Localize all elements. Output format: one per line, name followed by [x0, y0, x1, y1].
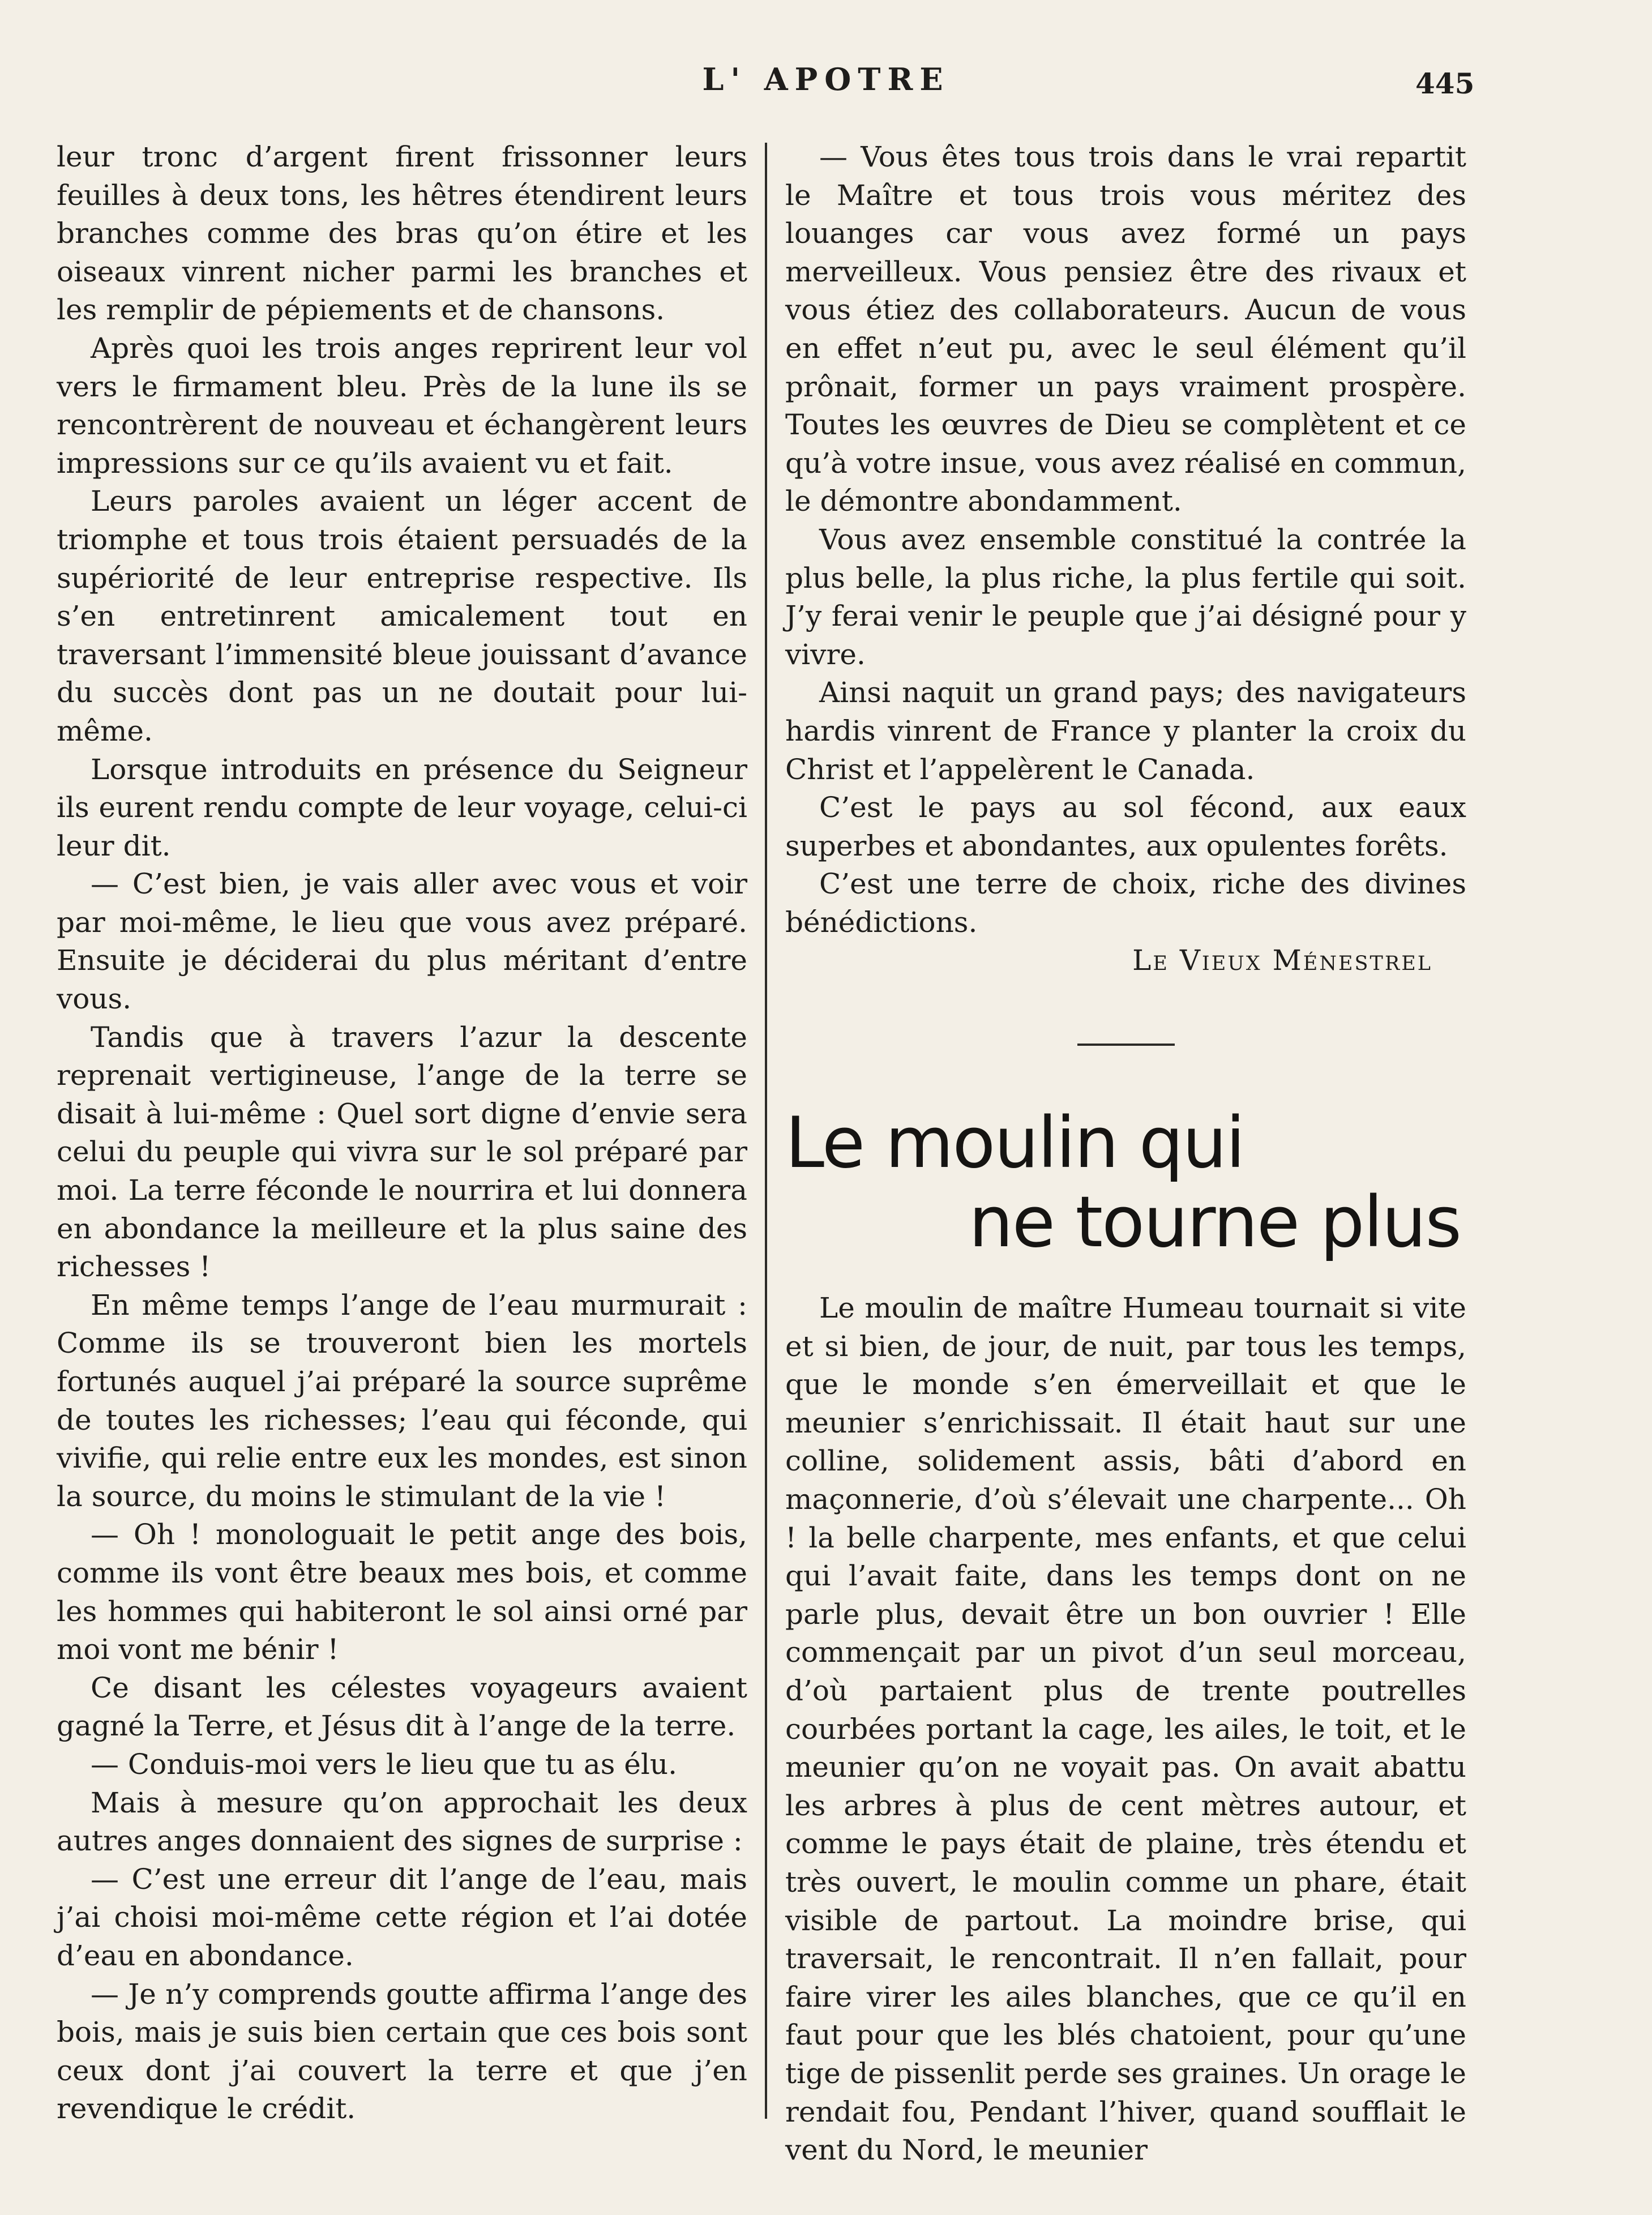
- right-column: [785, 138, 1466, 2170]
- paragraph: — Je n’y comprends goutte affirma l’ange des bois, mais je suis bien certain que ces bois sont ceux dont j’ai couvert la terre et que j’en revendique le crédit.: [57, 1977, 747, 2126]
- running-title: L' APOTRE: [702, 61, 950, 97]
- article-title-line-2: ne tourne plus: [969, 1182, 1461, 1264]
- column-divider: [765, 143, 767, 2119]
- paragraph: Le moulin de maître Humeau tournait si vite et si bien, de jour, de nuit, par tous les temps, que le monde s’en émerveillait et que le meunier s’enrichissait. Il était haut sur une colline, solidement assis, bâti d’abord en maçonnerie, d’où s’élevait une charpente... Oh ! la belle charpente, mes enfants, et que celui qui l’avait faite, dans les temps dont on ne parle plus, devait être un bon ouvrier ! Elle commençait par un pivot d’un seul morceau, d’où partaient plus de trente poutrelles courbées portant la cage, les ailes, le toit, et le meunier qu’on ne voyait pas. On avait abattu les arbres à plus de cent mètres autour, et comme le pays était de plaine, très étendu et très ouvert, le moulin comme un phare, était visible de partout. La moindre brise, qui traversait, le rencontrait. Il n’en fallait, pour faire virer les ailes blanches, que ce qu’il en faut pour que les blés chatoient, pour qu’une tige de pissenlit perde ses graines. Un orage le rendait fou, Pendant l’hiver, quand soufflait le vent du Nord, le meunier: [785, 1292, 1466, 2167]
- section-divider: [1077, 1044, 1175, 1046]
- paragraph: Ainsi naquit un grand pays; des navigateurs hardis vinrent de France y planter la croix du Christ et l’appelèrent le Canada.: [785, 676, 1466, 786]
- left-column: [57, 138, 747, 2128]
- paragraph: — Vous êtes tous trois dans le vrai repartit le Maître et tous trois vous méritez des louanges car vous avez formé un pays merveilleux. Vous pensiez être des rivaux et vous étiez des collaborateurs. Aucun de vous en effet n’eut pu, avec le seul élément qu’il prônait, former un pays vraiment prospère. Toutes les œuvres de Dieu se complètent et ce qu’à votre insue, vous avez réalisé en commun, le démontre abondamment.: [785, 140, 1466, 518]
- paragraph: Mais à mesure qu’on approchait les deux autres anges donnaient des signes de surprise :: [57, 1786, 747, 1858]
- paragraph: Après quoi les trois anges reprirent leur vol vers le firmament bleu. Près de la lune ils se rencontrèrent de nouveau et échangèrent leurs impressions sur ce qu’ils avaient vu et fait.: [57, 331, 747, 480]
- paragraph: — C’est bien, je vais aller avec vous et voir par moi-même, le lieu que vous avez préparé. Ensuite je déciderai du plus méritant d’entre vous.: [57, 867, 747, 1016]
- page-number: 445: [1415, 67, 1475, 100]
- paragraph: — Conduis-moi vers le lieu que tu as élu.: [91, 1747, 677, 1781]
- paragraph: — C’est une erreur dit l’ange de l’eau, mais j’ai choisi moi-même cette région et l’ai dotée d’eau en abondance.: [57, 1862, 747, 1972]
- paragraph: C’est une terre de choix, riche des divines bénédictions.: [785, 867, 1466, 939]
- article-body: [785, 1289, 1466, 2170]
- paragraph: Tandis que à travers l’azur la descente reprenait vertigineuse, l’ange de la terre se disait à lui-même : Quel sort digne d’envie sera celui du peuple qui vivra sur le sol préparé par moi. La terre féconde le nourrira et lui donnera en abondance la meilleure et la plus saine des richesses !: [57, 1020, 747, 1284]
- paragraph: C’est le pays au sol fécond, aux eaux superbes et abondantes, aux opulentes forêts.: [785, 791, 1466, 862]
- paragraph: Leurs paroles avaient un léger accent de triomphe et tous trois étaient persuadés de la supériorité de leur entreprise respective. Ils s’en entretinrent amicalement tout en traversant l’immensité bleue jouissant d’avance du succès dont pas un ne doutait pour lui-même.: [57, 485, 747, 747]
- article-title: [785, 1102, 1466, 1289]
- paragraph: Lorsque introduits en présence du Seigneur ils eurent rendu compte de leur voyage, celui-ci leur dit.: [57, 752, 747, 862]
- paragraph: — Oh ! monologuait le petit ange des bois, comme ils vont être beaux mes bois, et comme les hommes qui habiteront le sol ainsi orné par moi vont me bénir !: [57, 1518, 747, 1666]
- paragraph: leur tronc d’argent firent frissonner leurs feuilles à deux tons, les hêtres étendirent leurs branches comme des bras qu’on étire et les oiseaux vinrent nicher parmi les branches et les remplir de pépiements et de chansons.: [57, 140, 747, 327]
- paragraph: Ce disant les célestes voyageurs avaient gagné la Terre, et Jésus dit à l’ange de la terre.: [57, 1671, 747, 1743]
- author-signature: Le Vieux Ménestrel: [1132, 944, 1432, 977]
- article-title-line-1: Le moulin qui: [785, 1102, 1244, 1185]
- paragraph: En même temps l’ange de l’eau murmurait : Comme ils se trouveront bien les mortels fortunés auquel j’ai préparé la source suprême de toutes les richesses; l’eau qui féconde, qui vivifie, qui relie entre eux les mondes, est sinon la source, du moins le stimulant de la vie !: [57, 1288, 747, 1513]
- paragraph: Vous avez ensemble constitué la contrée la plus belle, la plus riche, la plus fertile qui soit. J’y ferai venir le peuple que j’ai désigné pour y vivre.: [785, 523, 1466, 671]
